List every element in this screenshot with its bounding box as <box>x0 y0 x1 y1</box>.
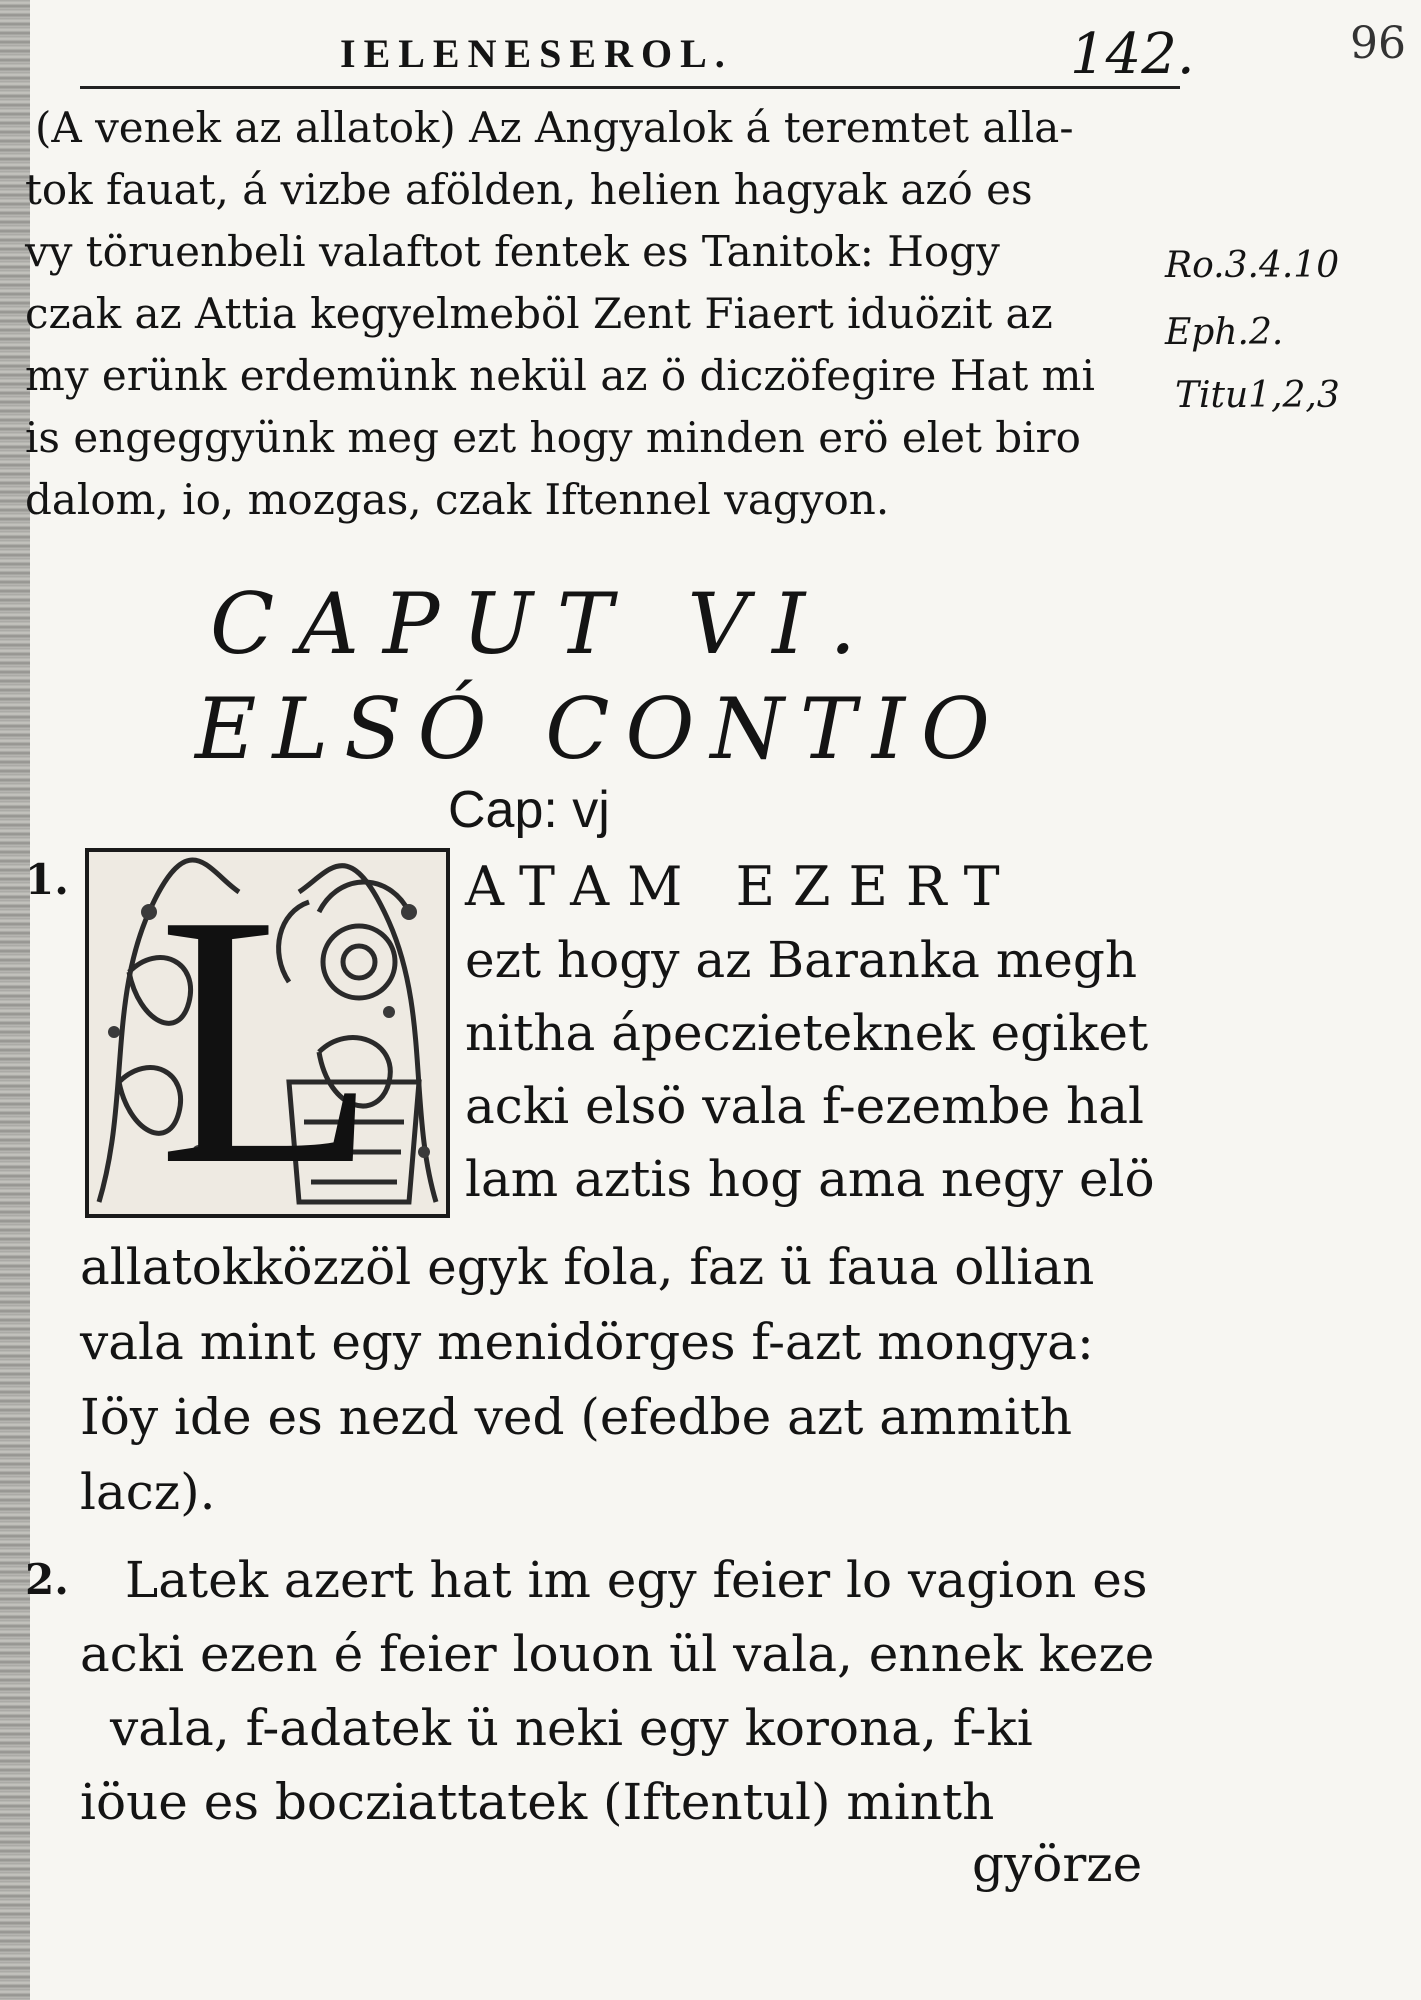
text-line: is engeggyünk meg ezt hogy minden erö elet biro <box>25 413 1081 462</box>
text-line: acki elsö vala f-ezembe hal <box>465 1077 1145 1135</box>
decorated-initial <box>85 848 450 1218</box>
text-line: vy töruenbeli valaftot fentek es Tanitok: Hogy <box>25 227 1000 276</box>
text-line: tok fauat, á vizbe afölden, helien hagyak azó es <box>25 165 1033 214</box>
text-line: my erünk erdemünk nekül az ö diczöfegire Hat mi <box>25 351 1095 400</box>
text-line: vala mint egy menidörges f-azt mongya: <box>80 1313 1094 1371</box>
text-line: Iöy ide es nezd ved (efedbe azt ammith <box>80 1388 1073 1446</box>
folio-note: 96 <box>1350 18 1406 69</box>
text-line: Latek azert hat im egy feier lo vagion es <box>125 1551 1148 1609</box>
page-number: 142. <box>1070 22 1195 87</box>
header-rule <box>80 86 1180 89</box>
text-line: ATAM EZERT <box>465 855 1018 918</box>
text-line: vala, f-adatek ü neki egy korona, f-ki <box>110 1699 1033 1757</box>
text-line: ezt hogy az Baranka megh <box>465 931 1138 989</box>
text-line: lam aztis hog ama negy elö <box>465 1150 1155 1208</box>
text-line: (A venek az allatok) Az Angyalok á teremtet alla- <box>35 103 1074 152</box>
text-line: czak az Attia kegyelmeböl Zent Fiaert iduözit az <box>25 289 1053 338</box>
text-line: allatokközzöl egyk fola, faz ü faua ollian <box>80 1238 1095 1296</box>
text-line: lacz). <box>80 1463 216 1521</box>
margin-note: Titu1,2,3 <box>1175 375 1340 416</box>
text-line: acki ezen é feier louon ül vala, ennek keze <box>80 1625 1155 1683</box>
initial-letter: L <box>157 848 378 1218</box>
text-line: dalom, io, mozgas, czak Iftennel vagyon. <box>25 475 890 524</box>
text-line: iöue es bocziattatek (Iftentul) minth <box>80 1773 995 1831</box>
verse-number: 1. <box>25 855 69 904</box>
chapter-title: CAPUT VI. <box>210 575 881 673</box>
text-line: nitha ápeczieteknek egiket <box>465 1004 1149 1062</box>
margin-note: Ro.3.4.10 <box>1165 245 1340 286</box>
running-head: IELENESEROL. <box>340 31 733 76</box>
chapter-cap-label: Cap: vj <box>448 781 610 839</box>
verse-number: 2. <box>25 1555 69 1604</box>
catchword: györze <box>972 1835 1143 1893</box>
chapter-subtitle: ELSÓ CONTIO <box>195 680 1006 778</box>
margin-note: Eph.2. <box>1165 312 1284 353</box>
